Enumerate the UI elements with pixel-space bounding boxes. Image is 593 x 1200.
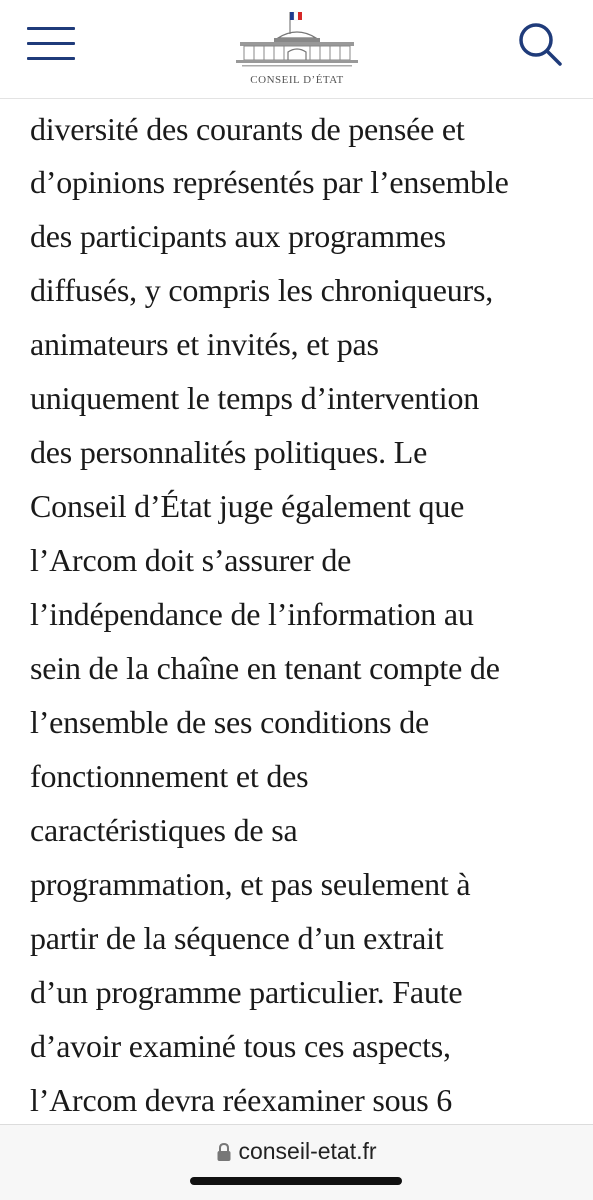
article-line: programmation, et pas seulement à	[30, 866, 471, 902]
hamburger-menu-icon-bar	[27, 42, 75, 45]
url-text: conseil-etat.fr	[238, 1138, 377, 1164]
article-line: uniquement le temps d’intervention	[30, 380, 480, 416]
site-logo-text: CONSEIL D’ÉTAT	[250, 74, 344, 86]
article-line: l’Arcom doit s’assurer de	[30, 542, 352, 578]
site-header	[0, 0, 593, 99]
url-display[interactable]	[0, 1138, 593, 1165]
article-line: partir de la séquence d’un extrait	[30, 920, 444, 956]
article-line: diffusés, y compris les chroniqueurs,	[30, 272, 494, 308]
article-line: fonctionnement et des	[30, 758, 309, 794]
search-icon	[514, 20, 566, 68]
palais-royal-logo-icon	[226, 8, 368, 74]
article-line: sein de la chaîne en tenant compte de	[30, 650, 500, 686]
home-indicator[interactable]	[190, 1177, 402, 1185]
article-line: caractéristiques de sa	[30, 812, 298, 848]
article-line: d’opinions représentés par l’ensemble	[30, 164, 509, 200]
article-body	[0, 99, 593, 1124]
article-line: d’un programme particulier. Faute	[30, 974, 463, 1010]
browser-address-bar[interactable]	[0, 1124, 593, 1200]
hamburger-menu-button[interactable]	[27, 24, 75, 62]
article-line: l’Arcom devra réexaminer sous 6	[30, 1082, 453, 1118]
article-line: l’ensemble de ses conditions de	[30, 704, 430, 740]
hamburger-menu-icon-bar	[27, 27, 75, 30]
article-line: Conseil d’État juge également que	[30, 488, 465, 524]
hamburger-menu-icon-bar	[27, 57, 75, 60]
article-line: diversité des courants de pensée et	[30, 111, 465, 147]
search-button[interactable]	[514, 20, 566, 68]
lock-icon	[216, 1142, 232, 1162]
site-logo[interactable]	[226, 8, 368, 88]
article-line: d’avoir examiné tous ces aspects,	[30, 1028, 451, 1064]
article-line: animateurs et invités, et pas	[30, 326, 379, 362]
article-line: des personnalités politiques. Le	[30, 434, 428, 470]
article-line: l’indépendance de l’information au	[30, 596, 474, 632]
article-line: des participants aux programmes	[30, 218, 446, 254]
